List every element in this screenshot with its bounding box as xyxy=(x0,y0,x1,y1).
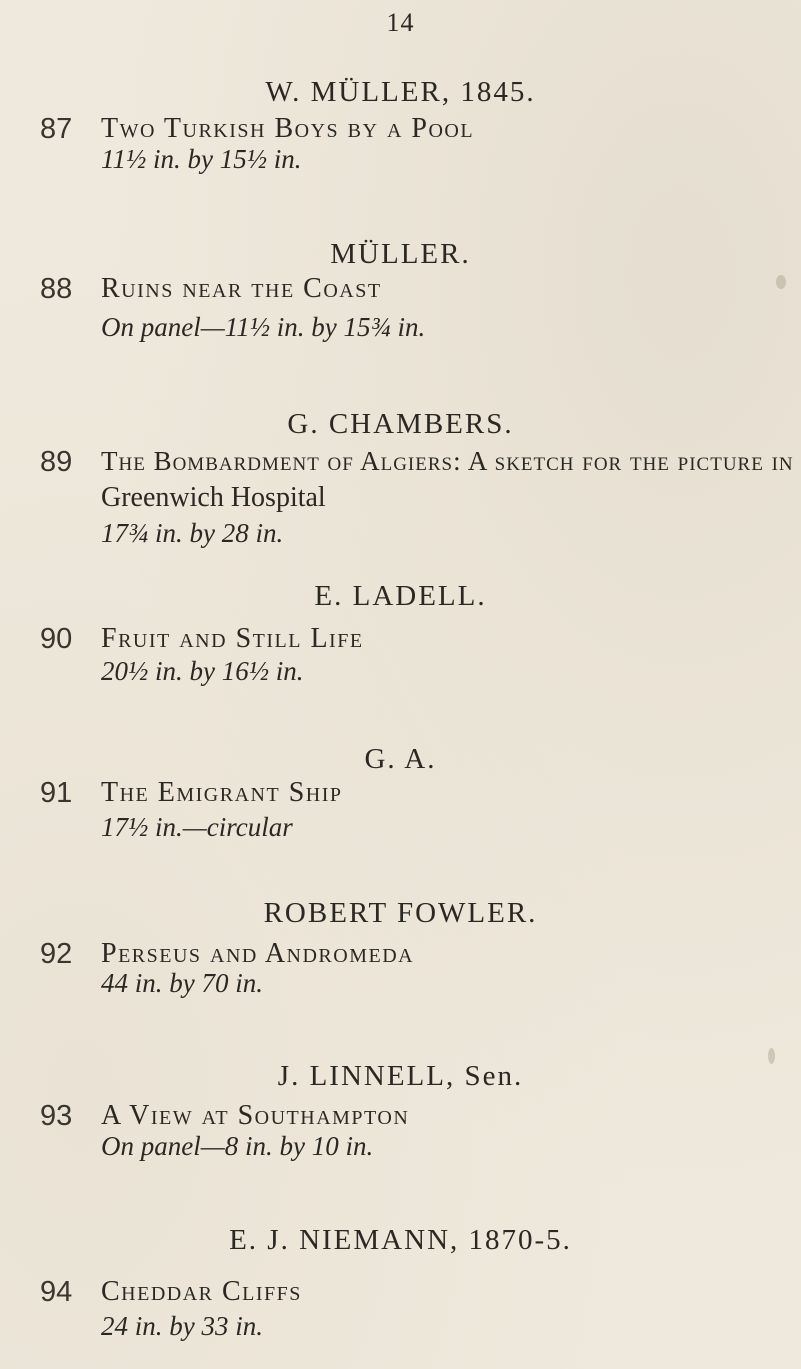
lot-title-continued: Greenwich Hospital xyxy=(101,482,326,513)
lot-number: 94 xyxy=(40,1276,73,1308)
lot-title: Two Turkish Boys by a Pool xyxy=(101,113,475,144)
lot-dimensions: On panel—11½ in. by 15¾ in. xyxy=(101,312,426,342)
lot-number: 88 xyxy=(40,273,73,305)
artist-heading: MÜLLER. xyxy=(330,238,471,270)
lot-title: Ruins near the Coast xyxy=(101,273,382,304)
lot-dimensions: On panel—8 in. by 10 in. xyxy=(101,1131,374,1161)
artist-heading: E. J. NIEMANN, 1870-5. xyxy=(229,1224,572,1256)
lot-number: 91 xyxy=(40,777,73,809)
paper-blemish xyxy=(776,275,786,289)
page-number: 14 xyxy=(386,8,415,37)
lot-dimensions: 17½ in.—circular xyxy=(101,812,293,842)
lot-dimensions: 24 in. by 33 in. xyxy=(101,1311,263,1341)
lot-dimensions: 20½ in. by 16½ in. xyxy=(101,656,304,686)
lot-number: 90 xyxy=(40,623,73,655)
lot-number: 93 xyxy=(40,1100,73,1132)
lot-title: Fruit and Still Life xyxy=(101,623,364,654)
lot-title: Perseus and Andromeda xyxy=(101,938,415,969)
artist-heading: G. A. xyxy=(364,743,437,775)
artist-heading: ROBERT FOWLER. xyxy=(263,897,538,929)
lot-title: Cheddar Cliffs xyxy=(101,1276,302,1307)
lot-number: 92 xyxy=(40,938,73,970)
lot-dimensions: 11½ in. by 15½ in. xyxy=(101,144,302,174)
lot-title: The Emigrant Ship xyxy=(101,777,343,808)
lot-dimensions: 17¾ in. by 28 in. xyxy=(101,518,284,548)
lot-number: 89 xyxy=(40,446,73,478)
artist-heading: J. LINNELL, Sen. xyxy=(277,1060,524,1092)
artist-heading: W. MÜLLER, 1845. xyxy=(265,76,536,108)
lot-title: The Bombardment of Algiers: A sketch for the picture in xyxy=(101,446,794,476)
lot-dimensions: 44 in. by 70 in. xyxy=(101,968,263,998)
lot-number: 87 xyxy=(40,113,73,145)
lot-title: A View at Southampton xyxy=(101,1100,410,1131)
artist-heading: E. LADELL. xyxy=(314,580,487,612)
artist-heading: G. CHAMBERS. xyxy=(287,408,514,440)
